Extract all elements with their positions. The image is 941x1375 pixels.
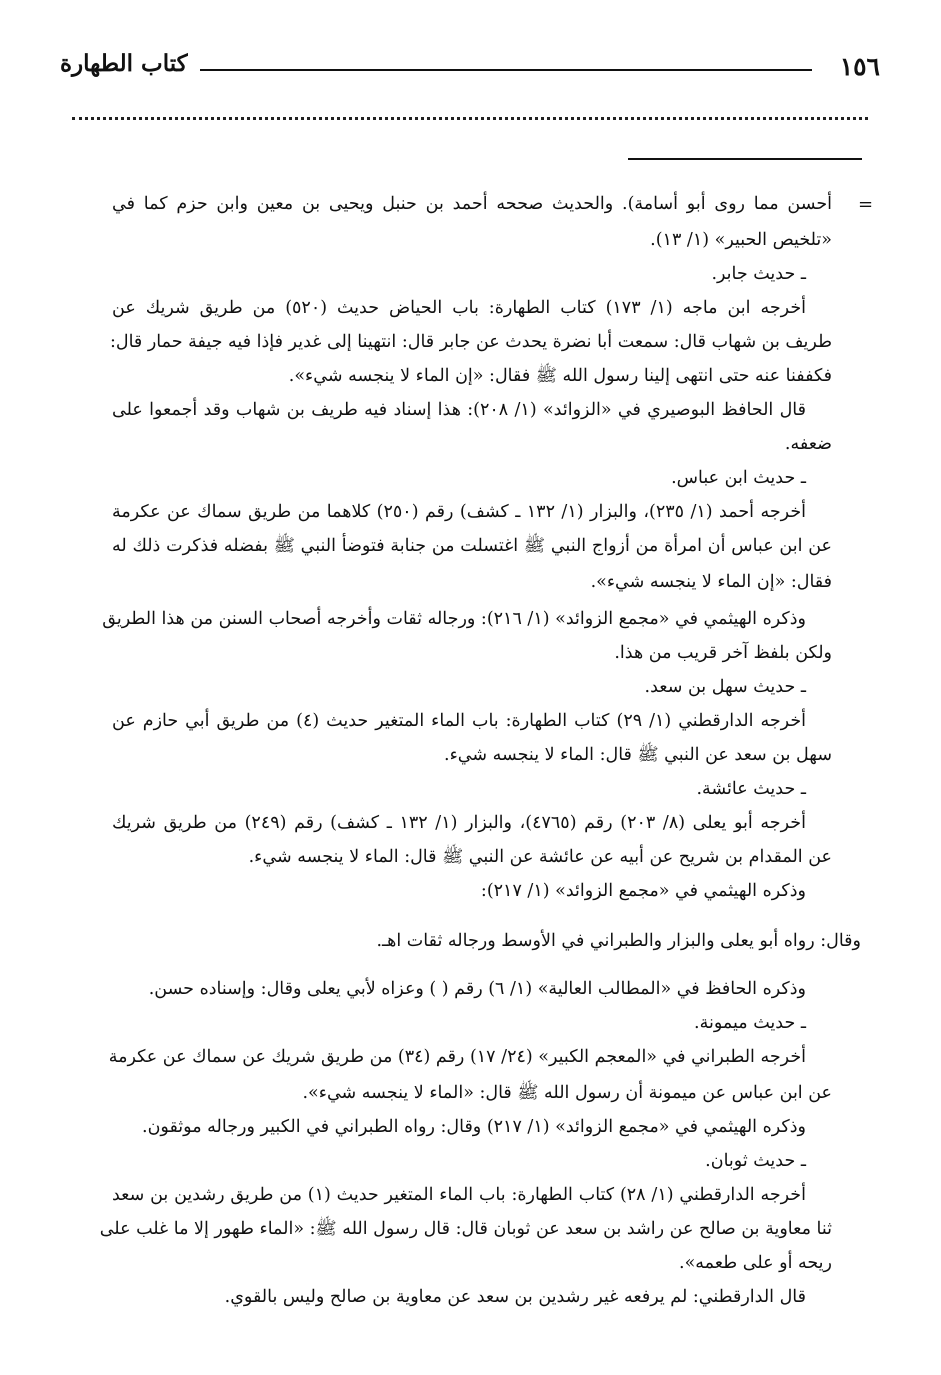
continuation-mark: = [858, 194, 874, 215]
text-line: «تلخيص الحبير» (١/ ١٣). [650, 230, 832, 250]
text-line: أخرجه ابن ماجه (١/ ١٧٣) كتاب الطهارة: باب الحياض حديث (٥٢٠) من طريق شريك عن [112, 298, 806, 318]
text-line: عن المقدام بن شريح عن أبيه عن عائشة عن النبي ﷺ قال: الماء لا ينجسه شيء. [248, 847, 832, 867]
page-number: ١٥٦ [839, 52, 880, 81]
section-heading: ـ حديث ميمونة. [694, 1013, 806, 1033]
text-line: أخرجه أبو يعلى (٨/ ٢٠٣) رقم (٤٧٦٥)، والبزار (١/ ١٣٢ ـ كشف) رقم (٢٤٩) من طريق شريك [112, 813, 806, 833]
text-line: ضعفه. [784, 434, 832, 454]
text-line: قال الحافظ البوصيري في «الزوائد» (١/ ٢٠٨): هذا إسناد فيه طريف بن شهاب وقد أجمعوا على [112, 400, 806, 420]
text-line: وذكره الهيثمي في «مجمع الزوائد» (١/ ٢١٧): [480, 881, 806, 901]
text-line: عن ابن عباس عن ميمونة أن رسول الله ﷺ قال: «الماء لا ينجسه شيء». [302, 1083, 832, 1103]
text-line: أحسن مما روى أبو أسامة). والحديث صححه أحمد بن حنبل ويحيى بن معين وابن حزم كما في [112, 194, 832, 214]
text-line: أخرجه الطبراني في «المعجم الكبير» (٢٤/ ١٧) رقم (٣٤) من طريق شريك عن سماك عن عكرمة [108, 1047, 806, 1067]
text-line: أخرجه أحمد (١/ ٢٣٥)، والبزار (١/ ١٣٢ ـ كشف) رقم (٢٥٠) كلاهما من طريق سماك عن عكرمة [112, 502, 807, 522]
section-heading: ـ حديث عائشة. [696, 779, 806, 799]
text-line: فكففنا عنه حتى انتهى إلينا رسول الله ﷺ فقال: «إن الماء لا ينجسه شيء». [288, 366, 832, 386]
text-line: طريف بن شهاب قال: سمعت أبا نضرة يحدث عن جابر قال: انتهينا إلى غدير فإذا فيه جيفة حمار قال: [109, 332, 832, 352]
header-rule [200, 69, 812, 71]
text-line: فقال: «إن الماء لا ينجسه شيء». [590, 572, 832, 592]
text-line: أخرجه الدارقطني (١/ ٢٩) كتاب الطهارة: باب الماء المتغير حديث (٤) من طريق أبي حازم عن [112, 711, 806, 731]
footnote-rule [628, 158, 862, 160]
text-line: ثنا معاوية بن صالح عن راشد بن سعد عن ثوبان قال: قال رسول الله ﷺ: «الماء طهور إلا ما غلب على [99, 1219, 832, 1239]
section-heading: ـ حديث ابن عباس. [671, 468, 806, 488]
text-line: قال الدارقطني: لم يرفعه غير رشدين بن سعد عن معاوية بن صالح وليس بالقوي. [224, 1287, 806, 1307]
section-heading: ـ حديث ثوبان. [705, 1151, 806, 1171]
quoted-line: وقال: رواه أبو يعلى والبزار والطبراني في الأوسط ورجاله ثقات اهـ. [376, 931, 861, 951]
section-heading: ـ حديث جابر. [711, 264, 806, 284]
text-line: عن ابن عباس أن امرأة من أزواج النبي ﷺ اغتسلت من جنابة فتوضأ النبي ﷺ بفضله فذكرت ذلك له [112, 536, 832, 556]
text-line: وذكره الحافظ في «المطالب العالية» (١/ ٦) رقم ( ) وعزاه لأبي يعلى وقال: وإسناده حسن. [148, 979, 806, 999]
text-line: أخرجه الدارقطني (١/ ٢٨) كتاب الطهارة: باب الماء المتغير حديث (١) من طريق رشدين بن سعد [112, 1185, 806, 1205]
text-line: ولكن بلفظ آخر قريب من هذا. [614, 643, 832, 663]
section-heading: ـ حديث سهل بن سعد. [644, 677, 806, 697]
text-line: ريحه أو على طعمه». [679, 1253, 832, 1273]
text-line: سهل بن سعد عن النبي ﷺ قال: الماء لا ينجسه شيء. [444, 745, 832, 765]
text-line: وذكره الهيثمي في «مجمع الزوائد» (١/ ٢١٦): ورجاله ثقات وأخرجه أصحاب السنن من هذا الطريق [102, 609, 806, 629]
running-head-title: كتاب الطهارة [60, 50, 188, 77]
dotted-separator [72, 117, 868, 120]
text-line: وذكره الهيثمي في «مجمع الزوائد» (١/ ٢١٧) وقال: رواه الطبراني في الكبير ورجاله موثقون. [142, 1117, 806, 1137]
